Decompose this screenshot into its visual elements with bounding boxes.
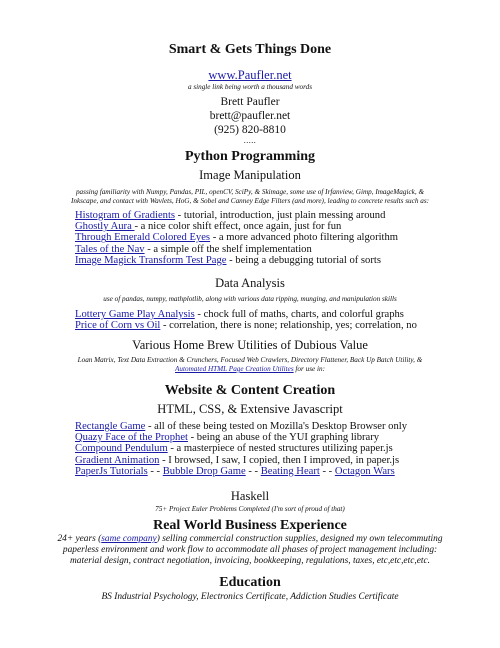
link-lottery-analysis[interactable]: Lottery Game Play Analysis [75, 309, 195, 320]
list-item [75, 443, 475, 454]
item-desc: - a more advanced photo filtering algorithm [210, 232, 399, 244]
subsection-title-image-manipulation: Image Manipulation [199, 168, 301, 182]
data-analysis-list [75, 309, 475, 331]
list-item [75, 244, 475, 255]
business-line1-pre: 24+ years ( [57, 534, 102, 544]
list-item [75, 466, 475, 477]
section-title-business: Real World Business Experience [153, 518, 347, 533]
contact-phone: (925) 820-8810 [214, 124, 286, 136]
section-title-website: Website & Content Creation [164, 383, 336, 398]
list-item [75, 320, 475, 331]
subsection-title-utilities: Various Home Brew Utilities of Dubious Value [132, 338, 368, 352]
business-line3: material design, contract negotiation, invoicing, bookkeeping, regulations, taxes, etc,etc,etc,etc. [70, 556, 430, 566]
list-item [75, 210, 475, 221]
link-automated-html-utilities[interactable]: Automated HTML Page Creation Utilites [175, 365, 294, 373]
business-line2: paperless environment and work flow to accommodate all phases of project management including: [62, 545, 438, 555]
item-desc: - all of these being tested on Mozilla's Desktop Browser only [145, 421, 408, 432]
page-title: Smart & Gets Things Done [168, 42, 332, 57]
list-item [75, 255, 475, 266]
link-histogram-of-gradients[interactable]: Histogram of Gradients [75, 210, 176, 221]
business-desc [0, 534, 500, 567]
item-desc: - tutorial, introduction, just plain messing around [175, 210, 386, 221]
item-desc: - being an abuse of the YUI graphing library [187, 432, 380, 444]
separator-text: - - [147, 465, 163, 477]
link-same-company[interactable]: same company [101, 534, 157, 544]
item-desc: - correlation, there is none; relationship, yes; correlation, no [160, 320, 417, 332]
site-link-row [0, 68, 500, 83]
section-title-education: Education [219, 575, 281, 590]
list-item [75, 232, 475, 243]
utilities-desc-tail: for use in: [293, 365, 325, 373]
list-item [75, 455, 475, 466]
item-desc: - chock full of maths, charts, and colorful graphs [194, 309, 404, 320]
link-paperjs-tutorials[interactable]: PaperJs Tutorials [75, 465, 148, 477]
link-through-emerald-colored-eyes[interactable]: Through Emerald Colored Eyes [75, 232, 211, 244]
link-octagon-wars[interactable]: Octagon Wars [334, 465, 395, 477]
list-item [75, 421, 475, 432]
list-item [75, 309, 475, 320]
subsection-title-html-css-js: HTML, CSS, & Extensive Javascript [157, 402, 343, 416]
list-item [75, 221, 475, 232]
image-manip-desc-line1: passing familiarity with Numpy, Pandas, PIL, openCV, SciPy, & Skimage, some use of Irfanview, Gimp, ImageMagick, & [75, 188, 425, 196]
contact-name: Brett Paufler [220, 96, 280, 108]
separator: ..... [243, 136, 257, 145]
link-ghostly-aura[interactable]: Ghostly Aura [75, 221, 135, 233]
item-desc: - a masterpiece of nested structures utilizing paper.js [167, 443, 393, 455]
education-desc: BS Industrial Psychology, Electronics Certificate, Addiction Studies Certificate [101, 592, 399, 602]
tagline: a single link being worth a thousand words [187, 83, 313, 91]
section-title-python: Python Programming [184, 149, 315, 164]
link-compound-pendulum[interactable]: Compound Pendulum [75, 443, 168, 455]
haskell-desc: 75+ Project Euler Problems Completed (I'm sort of proud of that) [155, 505, 345, 513]
link-quazy-face[interactable]: Quazy Face of the Prophet [75, 432, 188, 444]
image-manip-list [75, 210, 475, 266]
contact-email: brett@paufler.net [209, 110, 291, 122]
site-link[interactable]: www.Paufler.net [208, 68, 292, 82]
link-corn-vs-oil[interactable]: Price of Corn vs Oil [75, 320, 161, 332]
separator-text: - - [245, 465, 261, 477]
link-tales-of-the-nav[interactable]: Tales of the Nav [75, 243, 145, 255]
item-desc: - a nice color shift effect, once again, just for fun [134, 221, 342, 233]
business-line1 [0, 534, 500, 545]
utilities-desc-line2 [0, 365, 500, 373]
separator-text: - - [319, 465, 335, 477]
link-gradient-animation[interactable]: Gradient Animation [75, 454, 160, 466]
link-bubble-drop-game[interactable]: Bubble Drop Game [162, 465, 246, 477]
image-manip-desc-line2: Inkscape, and contact with Wavlets, HoG, & Sobel and Canney Edge Filters (and more), leading to concrete results such as: [70, 197, 430, 205]
list-item [75, 432, 475, 443]
link-image-magick-transform[interactable]: Image Magick Transform Test Page [75, 254, 227, 266]
subsection-title-haskell: Haskell [230, 489, 270, 503]
link-beating-heart[interactable]: Beating Heart [260, 465, 320, 477]
item-desc: - a simple off the shelf implementation [144, 243, 312, 255]
subsection-title-data-analysis: Data Analysis [215, 276, 285, 290]
item-desc: - being a debugging tutorial of sorts [226, 254, 381, 266]
data-analysis-desc: use of pandas, numpy, mathplotlib, along with various data ripping, munging, and manipulation skills [103, 295, 397, 303]
business-line1-post: ) selling commercial construction supplies, designed my own telecommuting [156, 534, 443, 544]
item-desc: - I browsed, I saw, I copied, then I improved, in paper.js [159, 454, 400, 466]
utilities-desc-line1: Loan Matrix, Text Data Extraction & Crunchers, Focused Web Crawlers, Directory Flattener, Back Up Batch Utility, & [77, 356, 423, 364]
link-rectangle-game[interactable]: Rectangle Game [75, 421, 146, 432]
website-list [75, 421, 475, 477]
